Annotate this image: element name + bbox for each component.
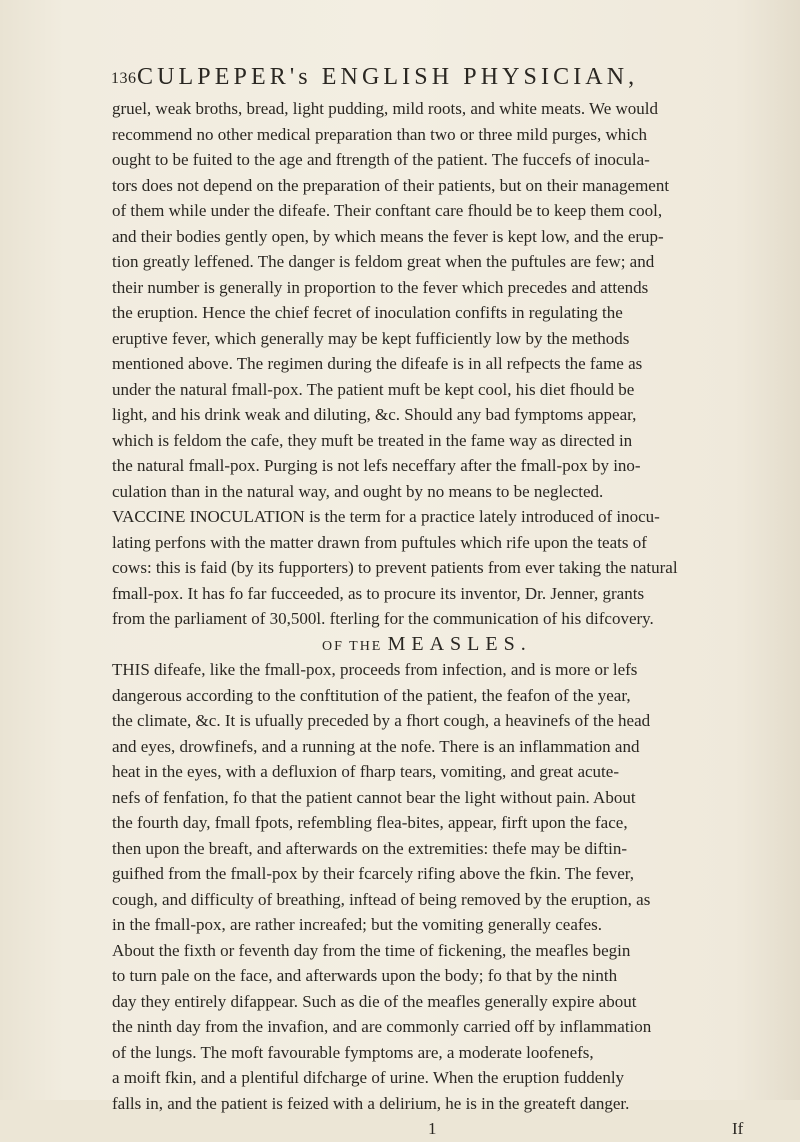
page-number: 136: [111, 70, 137, 87]
text-line: under the natural fmall-pox. The patient muft be kept cool, his diet fhould be: [112, 379, 635, 399]
text-line: tors does not depend on the preparation of their patients, but on their management: [112, 175, 670, 195]
text-line: cows: this is faid (by its fupporters) to prevent patients from ever taking the natural: [112, 558, 678, 577]
text-line: which is feldom the cafe, they muft be treated in the fame way as directed in: [112, 430, 633, 450]
text-line: the ninth day from the invafion, and are commonly carried off by inflammation: [112, 1017, 652, 1036]
text-line: light, and his drink weak and diluting, &c. Should any bad fymptoms appear,: [112, 405, 637, 424]
text-line: the eruption. Hence the chief fecret of inoculation confifts in regulating the: [112, 303, 623, 322]
text-line: eruptive fever, which generally may be kept fufficiently low by the methods: [112, 328, 630, 348]
section-heading-prefix: OF THE: [322, 638, 383, 654]
text-line: a moift fkin, and a plentiful difcharge of urine. When the eruption fuddenly: [112, 1068, 625, 1087]
catchword: If: [732, 1119, 744, 1138]
text-line: nefs of fenfation, fo that the patient cannot bear the light without pain. About: [112, 787, 636, 807]
text-line: gruel, weak broths, bread, light pudding, mild roots, and white meats. We would: [112, 99, 659, 118]
text-line: their number is generally in proportion to the fever which precedes and attends: [112, 277, 649, 297]
text-line: guifhed from the fmall-pox by their fcarcely rifing above the fkin. The fever,: [112, 864, 635, 883]
text-line: falls in, and the patient is feized with a delirium, he is in the greateft danger.: [112, 1093, 630, 1113]
section-heading: [322, 632, 772, 658]
text-line: fmall-pox. It has fo far fucceeded, as to procure its inventor, Dr. Jenner, grants: [112, 583, 645, 603]
text-line: in the fmall-pox, are rather increafed; but the vomiting generally ceafes.: [112, 915, 602, 934]
text-line: cough, and difficulty of breathing, inftead of being removed by the eruption, as: [112, 889, 651, 909]
text-line: About the fixth or feventh day from the time of fickening, the meafles begin: [112, 940, 631, 960]
text-line: to turn pale on the face, and afterwards upon the body; fo that by the ninth: [112, 966, 618, 985]
body-text: [112, 96, 772, 1142]
text-line: the climate, &c. It is ufually preceded by a fhort cough, a heavinefs of the head: [112, 711, 651, 730]
text-line: and eyes, drowfinefs, and a running at the nofe. There is an inflammation and: [112, 736, 640, 756]
text-line: of the lungs. The moft favourable fymptoms are, a moderate loofenefs,: [112, 1042, 594, 1062]
text-line: dangerous according to the conftitution of the patient, the feafon of the year,: [112, 685, 631, 705]
text-line: heat in the eyes, with a defluxion of fharp tears, vomiting, and great acute-: [112, 762, 619, 781]
text-line: culation than in the natural way, and ought by no means to be neglected.: [112, 481, 604, 501]
text-line: THIS difeafe, like the fmall-pox, proceeds from infection, and is more or lefs: [112, 660, 638, 679]
section-heading-word: MEASLES.: [387, 632, 532, 655]
text-line: from the parliament of 30,500l. fterling for the communication of his difcovery.: [112, 609, 654, 628]
text-line: ought to be fuited to the age and ftrength of the patient. The fuccefs of inocula-: [112, 150, 650, 169]
text-line: the fourth day, fmall fpots, refembling flea-bites, appear, firft upon the face,: [112, 813, 628, 832]
text-line: and their bodies gently open, by which means the fever is kept low, and the erup-: [112, 226, 664, 246]
text-line: mentioned above. The regimen during the difeafe is in all refpects the fame as: [112, 354, 643, 373]
text-line: then upon the breaft, and afterwards on the extremities: thefe may be diftin-: [112, 838, 628, 858]
text-line: lating perfons with the matter drawn from puftules which rife upon the teats of: [112, 532, 647, 552]
text-line: recommend no other medical preparation than two or three mild purges, which: [112, 124, 648, 144]
text-line: tion greatly leffened. The danger is feldom great when the puftules are few; and: [112, 252, 655, 271]
text-line: VACCINE INOCULATION is the term for a practice lately introduced of inocu-: [112, 507, 660, 526]
signature-mark: 1: [428, 1119, 437, 1138]
text-line: of them while under the difeafe. Their conftant care fhould be to keep them cool,: [112, 201, 663, 220]
running-title: CULPEPER's ENGLISH PHYSICIAN,: [137, 64, 639, 90]
page-footer: [112, 1116, 772, 1142]
text-line: the natural fmall-pox. Purging is not lefs neceffary after the fmall-pox by ino-: [112, 456, 641, 475]
text-line: day they entirely difappear. Such as die of the meafles generally expire about: [112, 991, 637, 1011]
